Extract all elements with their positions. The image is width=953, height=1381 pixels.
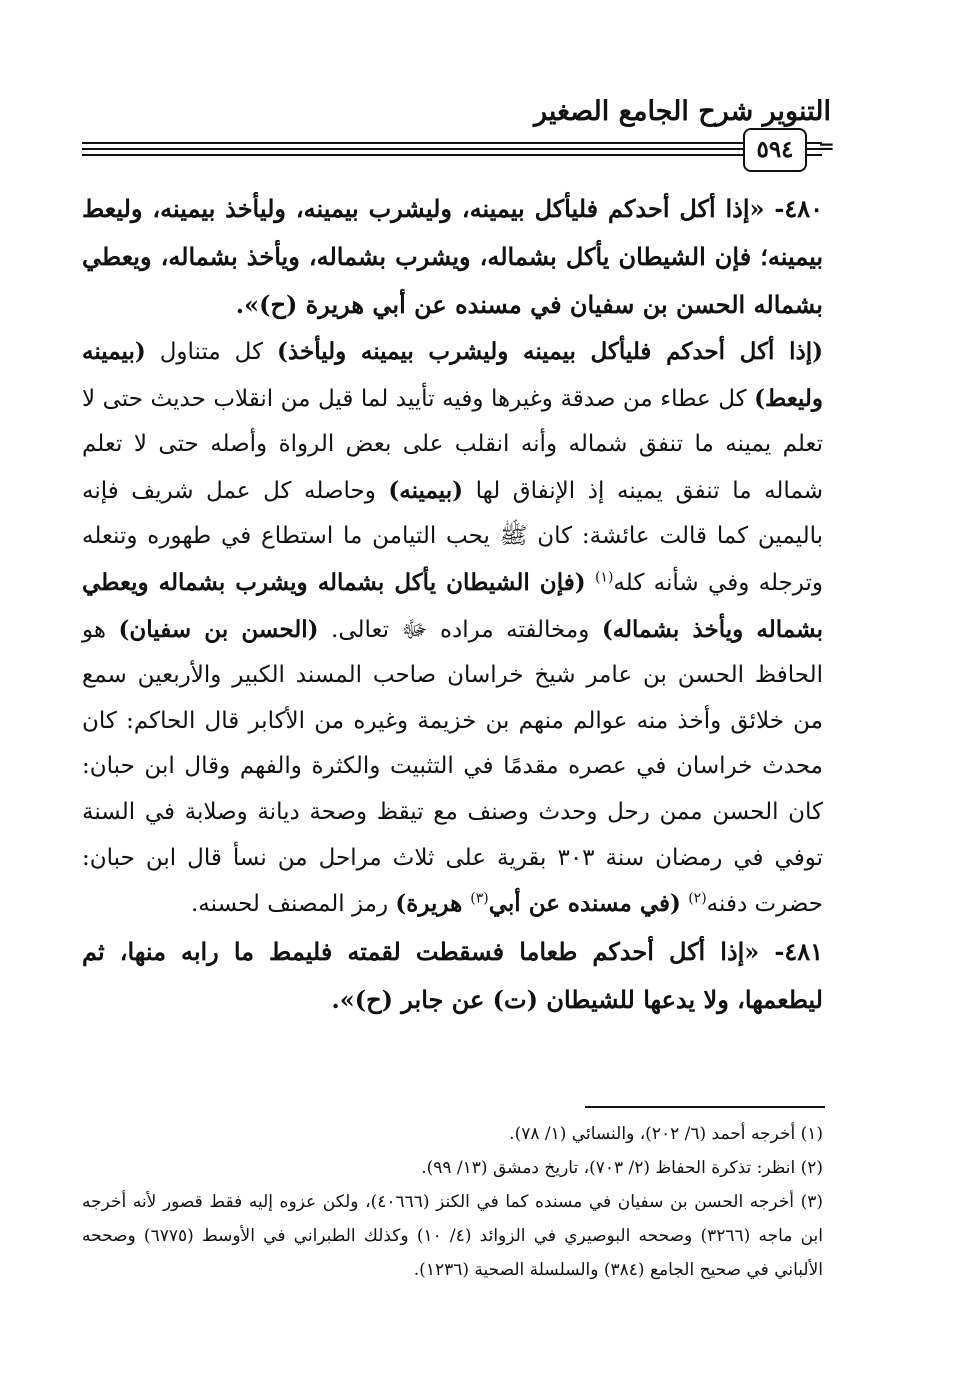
hadith-number: ٤٨١- (774, 936, 824, 966)
hadith-481 (82, 928, 823, 1024)
header-rule (82, 154, 822, 156)
commentary-text: رمز المصنف لحسنه. (190, 891, 396, 918)
hadith-text: «إذا أكل أحدكم فليأكل بيمينه، وليشرب بيمينه، وليأخذ بيمينه، وليعط بيمينه؛ فإن الشيطان يأكل بشماله، ويشرب بشماله، ويأخذ بشماله، ويعطي بشماله الحسن بن سفيان في مسنده عن أبي هريرة (ح)». (82, 194, 823, 319)
footnote-ref-2[interactable]: (٢) (688, 890, 707, 907)
footnote-2: (٢) انظر: تذكرة الحفاظ (٢/ ٧٠٣)، تاريخ دمشق (١٣/ ٩٩). (421, 1158, 823, 1178)
commentary-text: كل متناول (145, 339, 278, 365)
commentary-text: ومخالفته مراده ﷻ تعالى. (318, 616, 602, 643)
quoted-phrase: (فإن الشيطان يأكل بشماله ويشرب بشماله ويعطي بشماله ويأخذ بشماله) (82, 568, 823, 643)
quoted-phrase: (بيمينه) (388, 476, 464, 504)
header-rule (82, 142, 822, 144)
quoted-phrase: هريرة) (395, 890, 471, 918)
commentary-text: وحاصله كل عمل شريف فإنه باليمين كما قالت عائشة: كان ﷺ يحب التيامن ما استطاع في طهوره وتنعله وترجله وفي شأنه كله (82, 477, 824, 596)
running-header-title: التنوير شرح الجامع الصغير (534, 96, 831, 127)
page-number: ٥٩٤ (743, 128, 807, 172)
quoted-phrase: (في مسنده عن أبي (488, 890, 681, 918)
footnote-ref-1[interactable]: (١) (594, 569, 614, 586)
footnote-3: (٣) أخرجه الحسن بن سفيان في مسنده كما في الكنز (٤٠٦٦٦)، ولكن عزوه إليه فقط قصور لأنه أخرجه ابن ماجه (٣٢٦٦) وصححه البوصيري في الزوائد (٤/ ١٠) وكذلك الطبراني في الأوسط (٦٧٧٥) وصححه الألباني في صحيح الجامع (٣٨٤) والسلسلة الصحية (١٢٣٦). (82, 1192, 824, 1280)
commentary-text: كل عطاء من صدقة وغيرها وفيه تأييد لما قيل من انقلاب حديث حتى لا تعلم يمينه ما تنفق شماله وأنه انقلب على بعض الرواة وأصله حتى لا تعلم شماله ما تنفق يمينه إذ الإنفاق لها (82, 385, 824, 504)
header-rule (82, 148, 822, 150)
commentary-text: هو الحافظ الحسن بن عامر شيخ خراسان صاحب المسند الكبير والأربعين سمع من خلائق وأخذ منه عوالم منهم بن خزيمة وغيره من الأكابر قال الحاكم: كان محدث خراسان في عصره مقدمًا في التثبيت والكثرة والفهم وقال ابن حبان: كان الحسن ممن رحل وحدث وصنف مع تيقظ وصحة ديانة وصلابة في السنة توفي في رمضان سنة ٣٠٣ بقرية على ثلاث مراحل من نسأ قال ابن حبان: حضرت دفنه (82, 616, 824, 918)
footnote-separator (585, 1106, 825, 1108)
footnote-1: (١) أخرجه أحمد (٦/ ٢٠٢)، والنسائي (١/ ٧٨). (509, 1124, 823, 1144)
hadith-480 (82, 185, 823, 329)
footnotes (82, 1117, 823, 1287)
quoted-phrase: (إذا أكل أحدكم فليأكل بيمينه وليشرب بيمينه وليأخذ) (277, 338, 823, 365)
quoted-phrase: (بيمينه وليعط) (82, 338, 823, 412)
main-text (82, 185, 823, 1024)
page-number-ornament: = (818, 134, 835, 158)
hadith-text: «إذا أكل أحدكم طعاما فسقطت لقمته فليمط ما رابه منها، ثم ليطعمها، ولا يدعها للشيطان (ت) عن جابر (ح)». (82, 936, 823, 1014)
commentary-paragraph (82, 329, 823, 928)
hadith-number: ٤٨٠- (774, 194, 823, 223)
quoted-phrase: (الحسن بن سفيان) (118, 615, 319, 643)
commentary-text (586, 570, 595, 596)
footnote-ref-3[interactable]: (٣) (470, 890, 489, 907)
